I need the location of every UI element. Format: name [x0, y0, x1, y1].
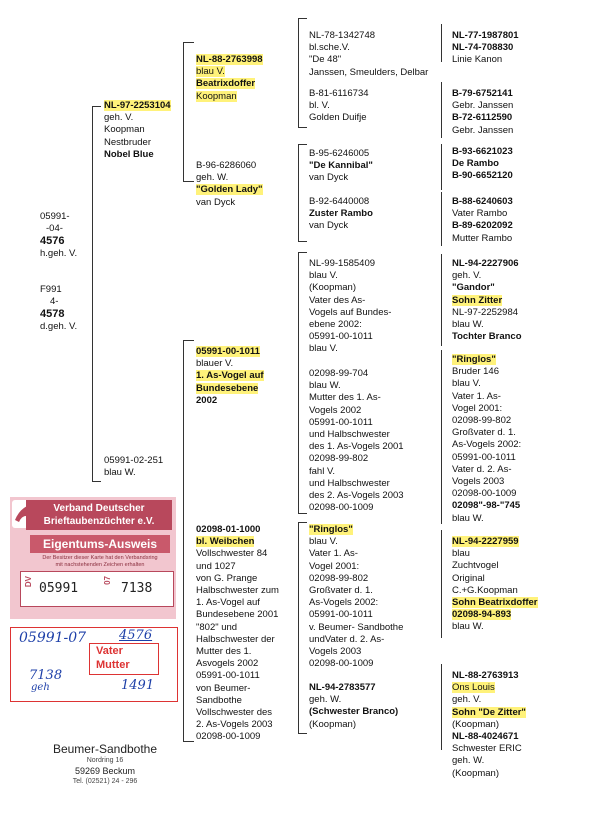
name: "Ringlos" [309, 524, 353, 535]
ring: B-92-6440008 [309, 196, 370, 207]
note-vater: Vater [96, 645, 123, 657]
ring: B-95-6246005 [309, 148, 370, 159]
subject-ring-part: -04- [46, 223, 63, 235]
line: Vollschwester des [196, 707, 273, 719]
line: Schwester ERIC [452, 743, 522, 755]
line: Mutter Rambo [452, 232, 513, 244]
line: 02098-99-802 [309, 572, 369, 584]
line: C.+G.Koopman [452, 584, 518, 596]
ring: 05991-00-1011 [196, 346, 260, 357]
line: geh. W. [309, 694, 342, 706]
card-header [26, 500, 172, 530]
line: blau W. [309, 380, 341, 392]
line: und 1027 [196, 560, 236, 572]
line: Vogel 2001: [309, 560, 360, 572]
bracket-father [183, 42, 194, 182]
line: van Dyck [196, 196, 236, 208]
ring: B-72-6112590 [452, 112, 513, 124]
line: von G. Prange [196, 572, 258, 584]
grandparent-ff [196, 54, 263, 103]
ring: B-79-6752141 [452, 88, 513, 99]
bracket-g4-b [441, 82, 442, 138]
line: (Koopman) [309, 718, 356, 730]
line: 05991-00-1011 [309, 609, 373, 621]
name: Ons Louis [452, 682, 495, 694]
ring: NL-78-1342748 [309, 30, 376, 41]
line: des 1. As-Vogels 2001 [309, 441, 404, 453]
line: blau V. [452, 378, 481, 390]
line: Vogels auf Bundes- [309, 306, 392, 318]
bracket-g4-a [441, 24, 442, 62]
ring: B-93-6621023 [452, 146, 513, 157]
bracket-g4-e [441, 254, 442, 346]
line: 02098-99-802 [452, 415, 512, 427]
ring: NL-94-2227906 [452, 258, 519, 269]
line: Vogel 2001: [452, 402, 503, 414]
bracket-mm [298, 522, 307, 734]
line: Original [452, 572, 485, 584]
handwritten-note [10, 627, 178, 702]
line: Vogels 2002 [309, 404, 362, 416]
ring: NL-97-2252984 [452, 306, 519, 318]
line: van Dyck [309, 220, 349, 232]
card-tag: 07 [103, 576, 112, 585]
line: "802" und [196, 621, 238, 633]
ring: NL-77-1987801 [452, 30, 519, 41]
line: Janssen, Smeulders, Delbar [309, 66, 429, 78]
line: 05991-00-1011 [309, 416, 373, 428]
line: (Koopman) [309, 282, 356, 294]
g4-h [452, 670, 526, 780]
subject-ring-1 [40, 211, 77, 260]
card-number: 05991 [39, 581, 79, 596]
line: geh. V. [104, 112, 134, 124]
card-number: 7138 [121, 581, 153, 596]
line: "De 48" [309, 54, 342, 66]
line: bl.sche.V. [309, 42, 350, 54]
ring: NL-88-4024671 [452, 731, 519, 743]
address-phone: Tel. (02521) 24 - 296 [72, 778, 138, 785]
line: blau W. [452, 512, 484, 524]
card-ring-row [20, 571, 174, 607]
g4-a [452, 30, 519, 67]
g4-g [452, 536, 538, 634]
g4-f [452, 354, 521, 525]
line: 05991-00-1011 [309, 331, 373, 343]
line: (Koopman) [452, 767, 499, 779]
name: Zuster Rambo [309, 208, 373, 220]
subject-ring-part: 4- [50, 296, 59, 308]
line: Halbschwester zum [196, 585, 279, 597]
g4-b [452, 88, 513, 137]
line: Vogels 2003 [309, 646, 362, 658]
vater-mutter-box [89, 643, 159, 675]
note-mutter: Mutter [96, 659, 130, 671]
line: As-Vogels 2002: [309, 597, 379, 609]
subject-color: h.geh. V. [40, 247, 78, 259]
line: Großvater d. 1. [309, 585, 373, 597]
line: fahl V. [309, 465, 336, 477]
line: 1. As-Vogel auf [196, 370, 264, 382]
subject-ring-2 [40, 284, 77, 333]
bracket-g4-h [441, 664, 442, 750]
name: bl. Weibchen [196, 536, 255, 548]
line: bl. V. [309, 100, 330, 112]
ring: 02098-01-1000 [196, 524, 261, 535]
card-subtitle-line: mit nachstehenden Zeichen erhalten [55, 562, 145, 568]
line: Linie Kanon [452, 54, 503, 66]
line: 02098-00-1009 [452, 488, 517, 500]
ring: NL-94-2783577 [309, 682, 376, 693]
line: blau V. [309, 536, 338, 548]
line: Koopman [196, 90, 237, 102]
line: 05991-00-1011 [452, 451, 516, 463]
g3-mff [309, 258, 391, 356]
mother-ring: 05991-02-251 [104, 455, 164, 466]
g3-mmf [309, 524, 403, 670]
line: Vater d. 2. As- [452, 463, 512, 475]
g4-d [452, 196, 513, 245]
grandparent-mf [196, 346, 264, 407]
line: Vogels 2003 [452, 476, 505, 488]
note-text: 7138 [29, 668, 63, 683]
subject-color: d.geh. V. [40, 320, 78, 332]
note-text: 05991-07 [19, 630, 87, 646]
line: As-Vogels 2002: [452, 439, 522, 451]
line: Nestbruder [104, 136, 151, 148]
line: blauer V. [196, 358, 234, 370]
ring: B-96-6286060 [196, 160, 257, 171]
line: blau [452, 548, 470, 560]
line: Vater 1. As- [309, 548, 358, 560]
line: 02098-99-802 [309, 453, 369, 465]
ring: 02098-99-704 [309, 368, 369, 379]
line: Mutter des 1. [196, 646, 252, 658]
line: Sandbothe [196, 694, 242, 706]
bracket-parents [92, 106, 101, 482]
line: Vater 1. As- [452, 390, 501, 402]
father-name: Nobel Blue [104, 148, 154, 160]
g3-mmm [309, 682, 398, 731]
line: blau W. [452, 319, 484, 331]
breeder-address [40, 742, 170, 787]
g4-c [452, 146, 513, 183]
line: 2. As-Vogels 2003 [196, 719, 273, 731]
g3-mfm [309, 368, 404, 514]
bracket-g4-g [441, 530, 442, 638]
card-subtitle-line: Der Besitzer dieser Karte hat den Verbandsring [42, 555, 158, 561]
line: blau V. [309, 270, 338, 282]
line: Vater des As- [309, 294, 366, 306]
line: Mutter des 1. As- [309, 392, 381, 404]
note-text: 1491 [121, 678, 155, 693]
name: "De Kannibal" [309, 160, 373, 172]
ring: B-88-6240603 [452, 196, 513, 207]
bracket-fm [298, 144, 307, 242]
mother-entry [104, 455, 163, 479]
line: Bruder 146 [452, 366, 500, 378]
bracket-mother [183, 340, 194, 742]
bracket-ff [298, 18, 307, 128]
g4-e [452, 258, 522, 343]
ring: 02098"-98-"745 [452, 500, 521, 512]
line: 1. As-Vogel auf [196, 597, 260, 609]
name: (Schwester Branco) [309, 706, 399, 718]
bracket-g4-f [441, 350, 442, 524]
address-city: 59269 Beckum [74, 766, 136, 776]
line: 2002 [196, 394, 218, 406]
ring: B-81-6116734 [309, 88, 369, 99]
line: Tochter Branco [452, 331, 522, 343]
name: "Ringlos" [452, 354, 496, 365]
ownership-card [10, 497, 176, 619]
g3-fmm [309, 196, 373, 233]
line: blau V. [309, 343, 338, 355]
line: Vollschwester 84 [196, 548, 268, 560]
note-text: 4576 [119, 628, 153, 643]
subject-ring-part: F991 [40, 284, 62, 295]
card-header-line: Verband Deutscher [53, 503, 145, 514]
name: De Rambo [452, 158, 499, 170]
line: (Koopman) [452, 718, 499, 730]
address-name: Beumer-Sandbothe [52, 742, 158, 756]
line: geh. V. [452, 694, 482, 706]
bracket-g4-d [441, 192, 442, 246]
bracket-g4-c [441, 144, 442, 190]
g3-fmf [309, 148, 373, 185]
note-text: geh [31, 682, 50, 693]
ring: NL-74-708830 [452, 42, 514, 54]
line: 02098-00-1009 [309, 502, 374, 514]
line: Bundesebene 2001 [196, 609, 279, 621]
line: blau V. [196, 66, 225, 78]
line: v. Beumer- Sandbothe [309, 621, 404, 633]
line: Asvogels 2002 [196, 658, 259, 670]
ring: NL-88-2763913 [452, 670, 519, 681]
ring: NL-88-2763998 [196, 54, 263, 65]
line: undVater d. 2. As- [309, 633, 385, 645]
address-street: Nordring 16 [86, 757, 124, 764]
card-subtitle [30, 555, 170, 569]
line: ebene 2002: [309, 319, 362, 331]
line: von Beumer- [196, 682, 251, 694]
ring: NL-99-1585409 [309, 258, 376, 269]
line: Bundesebene [196, 382, 259, 394]
line: Gebr. Janssen [452, 100, 514, 112]
g3-fff [309, 30, 428, 79]
line: 05991-00-1011 [196, 670, 260, 682]
line: blau W. [452, 621, 484, 633]
line: Sohn Beatrixdoffer [452, 597, 538, 609]
line: und Halbschwester [309, 477, 390, 489]
subject-ring-number: 4576 [40, 235, 65, 248]
line: blau W. [104, 467, 136, 479]
card-header-line: Brieftaubenzüchter e.V. [43, 516, 155, 527]
subject-ring-number: 4578 [40, 308, 65, 321]
name: "Golden Lady" [196, 184, 263, 196]
line: und Halbschwester [309, 429, 390, 441]
father-ring: NL-97-2253104 [104, 100, 171, 111]
line: Halbschwester der [196, 633, 275, 645]
line: 02098-00-1009 [196, 731, 261, 743]
g3-ffm [309, 88, 369, 125]
ring: B-89-6202092 [452, 220, 513, 232]
name: "Gandor" [452, 282, 495, 294]
line: Sohn "De Zitter" [452, 706, 526, 718]
subject-ring-part: 05991- [40, 211, 70, 222]
line: Gebr. Janssen [452, 124, 514, 136]
father-entry [104, 100, 171, 161]
ring: B-90-6652120 [452, 170, 513, 182]
line: geh. W. [452, 755, 485, 767]
grandparent-mm [196, 524, 279, 744]
line: Vater Rambo [452, 208, 508, 220]
grandparent-fm [196, 160, 263, 209]
card-title: Eigentums-Ausweis [30, 535, 170, 553]
name: Beatrixdoffer [196, 78, 256, 90]
line: geh. V. [452, 270, 482, 282]
line: Koopman [104, 124, 145, 136]
line: geh. W. [196, 172, 229, 184]
line: Sohn Zitter [452, 294, 503, 306]
line: van Dyck [309, 172, 349, 184]
line: Zuchtvogel [452, 560, 499, 572]
line: des 2. As-Vogels 2003 [309, 490, 404, 502]
card-tag: DV [24, 576, 33, 588]
ring: 02098-94-893 [452, 609, 512, 621]
line: Golden Duifje [309, 112, 367, 124]
bracket-mf [298, 252, 307, 514]
ring: NL-94-2227959 [452, 536, 519, 547]
line: 02098-00-1009 [309, 658, 374, 670]
line: Großvater d. 1. [452, 427, 516, 439]
